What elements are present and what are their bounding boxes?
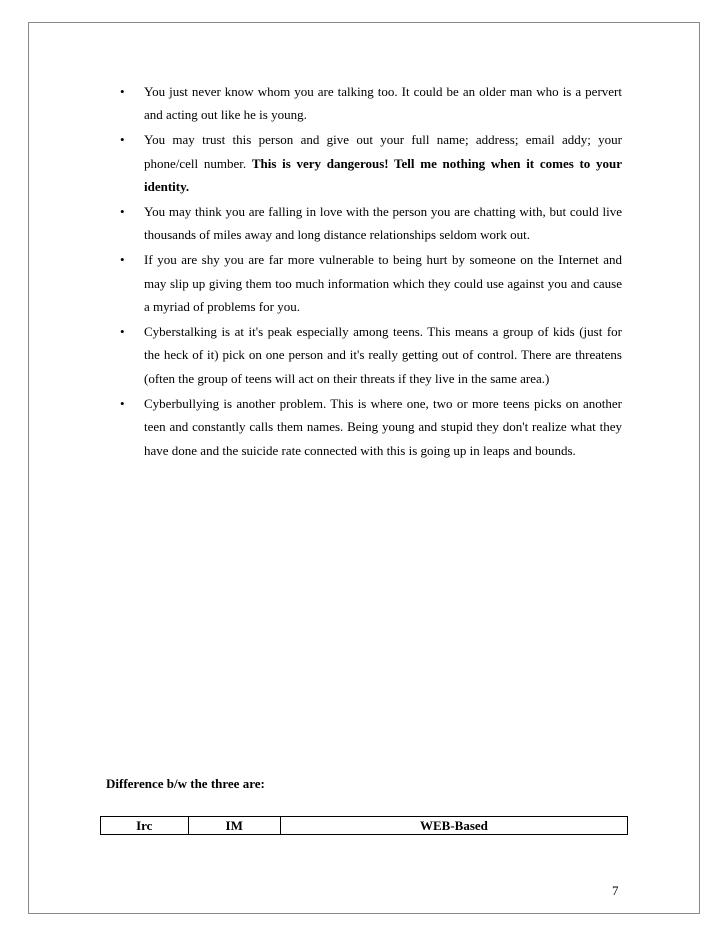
bullet-text: Cyberstalking is at it's peak especially among teens. This means a group of kids (just for the heck of it) pick on one person and it's really getting out of control. There are threatens (often the group of teens will act on their threats if they live in the same area.)	[144, 324, 622, 386]
list-item	[108, 320, 622, 390]
bullet-icon: •	[120, 132, 125, 148]
list-item	[108, 128, 622, 198]
list-item	[108, 80, 622, 127]
bullet-icon: •	[120, 84, 125, 99]
table-header-web-based: WEB-Based	[280, 817, 627, 835]
bullet-text: If you are shy you are far more vulnerable to being hurt by someone on the Internet and may slip up giving them too much information which they could use against you and cause a myriad of problems for you.	[144, 252, 622, 315]
list-item	[108, 200, 622, 247]
bullet-text: Cyberbullying is another problem. This is where one, two or more teens picks on another teen and constantly calls them names. Being young and stupid they don't realize what they have done and the suicide rate connected with this is going up in leaps and bounds.	[144, 395, 622, 458]
page-number: 7	[612, 883, 619, 898]
bullet-icon: •	[120, 252, 125, 268]
comparison-table	[100, 816, 628, 835]
bullet-icon: •	[120, 395, 125, 411]
bullet-text: You may trust this person and give out your full name; address; email addy; your phone/cell number.	[144, 132, 622, 171]
section-heading: Difference b/w the three are:	[106, 776, 265, 791]
bullet-icon: •	[120, 324, 125, 340]
table-header-irc: Irc	[101, 817, 189, 835]
table-header-row	[101, 817, 628, 835]
bullet-text: You may think you are falling in love with the person you are chatting with, but could live thousands of miles away and long distance relationships seldom work out.	[144, 204, 622, 243]
table-header-im: IM	[188, 817, 280, 835]
list-item	[108, 248, 622, 318]
bullet-icon: •	[120, 204, 125, 220]
bullet-text: You just never know whom you are talking too. It could be an older man who is a pervert and acting out like he is young.	[144, 84, 622, 123]
list-item	[108, 392, 622, 462]
bullet-list	[108, 80, 622, 464]
bullet-bold-text: This is very dangerous! Tell me nothing when it comes to your identity.	[144, 155, 623, 195]
